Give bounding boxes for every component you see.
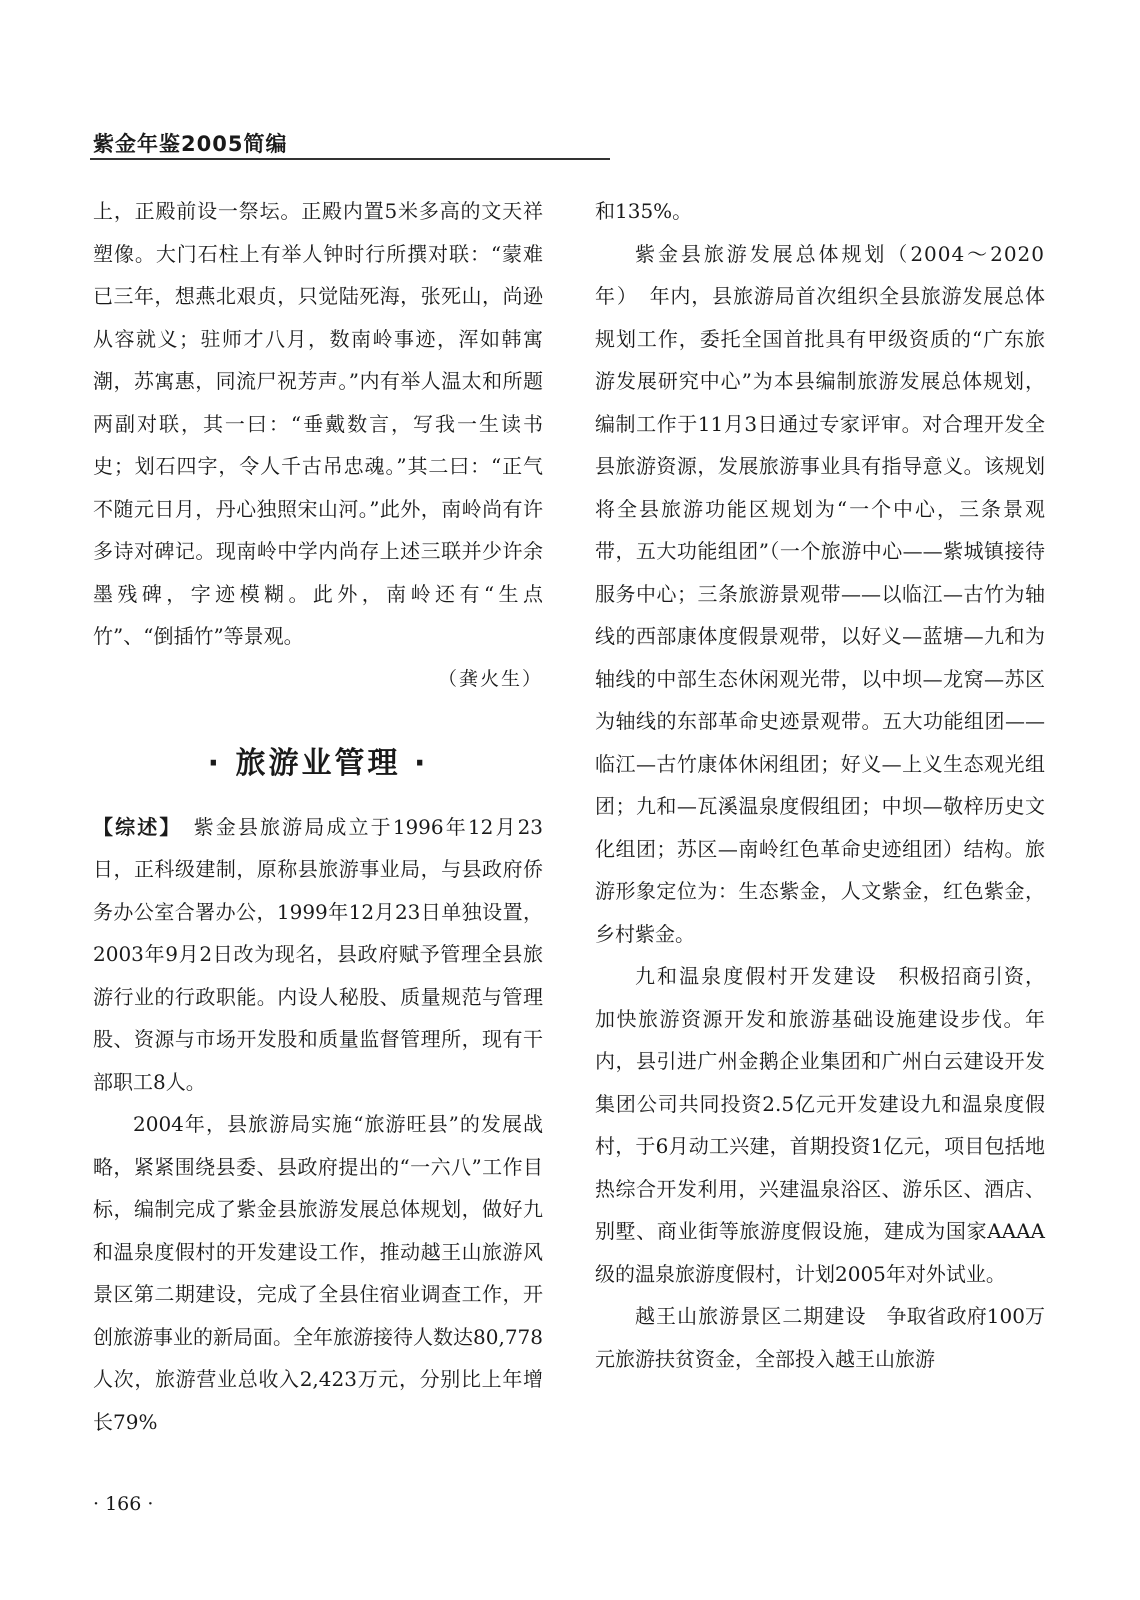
paragraph-resort <box>595 955 1045 1295</box>
paragraph-continued: 和135%。 <box>595 199 693 223</box>
summary-label: 【综述】 <box>93 814 172 839</box>
author-attribution: （龚火生） <box>437 667 543 690</box>
subheading-resort: 九和温泉度假村开发建设 <box>635 964 878 988</box>
page-number: · 166 · <box>93 1493 154 1515</box>
yuewangshan-text: 争取省政府100万元旅游扶贫资金，全部投入越王山旅游 <box>595 1304 1045 1371</box>
summary-text: 紫金县旅游局成立于1996年12月23日，正科级建制，原称县旅游事业局，与县政府侨务办公室合署办公，1999年12月23日单独设置，2003年9月2日改为现名，县政府赋予管理全县旅游行业的行政职能。内设人秘股、质量规范与管理股、资源与市场开发股和质量监督管理所，现有干部职工8人。 <box>93 814 544 1094</box>
subheading-yuewangshan: 越王山旅游景区二期建设 <box>635 1304 867 1328</box>
paragraph-plan <box>595 233 1045 956</box>
paragraph-temple: 上，正殿前设一祭坛。正殿内置5米多高的文天祥塑像。大门石柱上有举人钟时行所撰对联：“蒙难已三年，想燕北艰贞，只觉陆死海，张死山，尚逊从容就义；驻师才八月，数南岭事迹，浑如韩寓潮，苏寓惠，同流尸祝芳声。”内有举人温太和所题两副对联，其一曰：“垂戴数言，写我一生读书史；划石四字，令人千古吊忠魂。”其二曰：“正气不随元日月，丹心独照宋山河。”此外，南岭尚有许多诗对碑记。现南岭中学内尚存上述三联并少许余墨残碑，字迹模糊。此外，南岭还有“生点竹”、“倒插竹”等景观。 <box>93 199 543 648</box>
section-title: · 旅游业管理 · <box>207 745 429 781</box>
paragraph-yuewangshan <box>595 1295 1045 1380</box>
running-header: 紫金年鉴2005简编 <box>93 132 288 156</box>
plan-text: 年内，县旅游局首次组织全县旅游发展总体规划工作，委托全国首批具有甲级资质的“广东旅游发展研究中心”为本县编制旅游发展总体规划，编制工作于11月3日通过专家评审。对合理开发全县旅游资源，发展旅游事业具有指导意义。该规划将全县旅游功能区规划为“一个中心，三条景观带，五大功能组团”（一个旅游中心——紫城镇接待服务中心；三条旅游景观带——以临江—古竹为轴线的西部康体度假景观带，以好义—蓝塘—九和为轴线的中部生态休闲观光带，以中坝—龙窝—苏区为轴线的东部革命史迹景观带。五大功能组团——临江—古竹康体休闲组团；好义—上义生态观光组团；九和—瓦溪温泉度假组团；中坝—敬梓历史文化组团；苏区—南岭红色革命史迹组团）结构。旅游形象定位为：生态紫金，人文紫金，红色紫金，乡村紫金。 <box>595 284 1046 946</box>
left-column <box>93 190 543 1443</box>
subheading-plan: 紫金县旅游发展总体规划（2004～2020年） <box>595 241 1045 308</box>
resort-text: 积极招商引资，加快旅游资源开发和旅游基础设施建设步伐。年内，县引进广州金鹅企业集团和广州白云建设开发集团公司共同投资2.5亿元开发建设九和温泉度假村，于6月动工兴建，首期投资1亿元，项目包括地热综合开发利用，兴建温泉浴区、游乐区、酒店、别墅、商业街等旅游度假设施，建成为国家AAAA级的温泉旅游度假村，计划2005年对外试业。 <box>595 964 1046 1286</box>
right-column <box>595 190 1045 1380</box>
paragraph-2004: 2004年，县旅游局实施“旅游旺县”的发展战略，紧紧围绕县委、县政府提出的“一六八”工作目标，编制完成了紫金县旅游发展总体规划，做好九和温泉度假村的开发建设工作，推动越王山旅游风景区第二期建设，完成了全县住宿业调查工作，开创旅游事业的新局面。全年旅游接待人数达80,778人次，旅游营业总收入2,423万元，分别比上年增长79% <box>93 1112 543 1434</box>
header-rule <box>90 158 610 160</box>
paragraph-summary <box>93 806 543 1104</box>
